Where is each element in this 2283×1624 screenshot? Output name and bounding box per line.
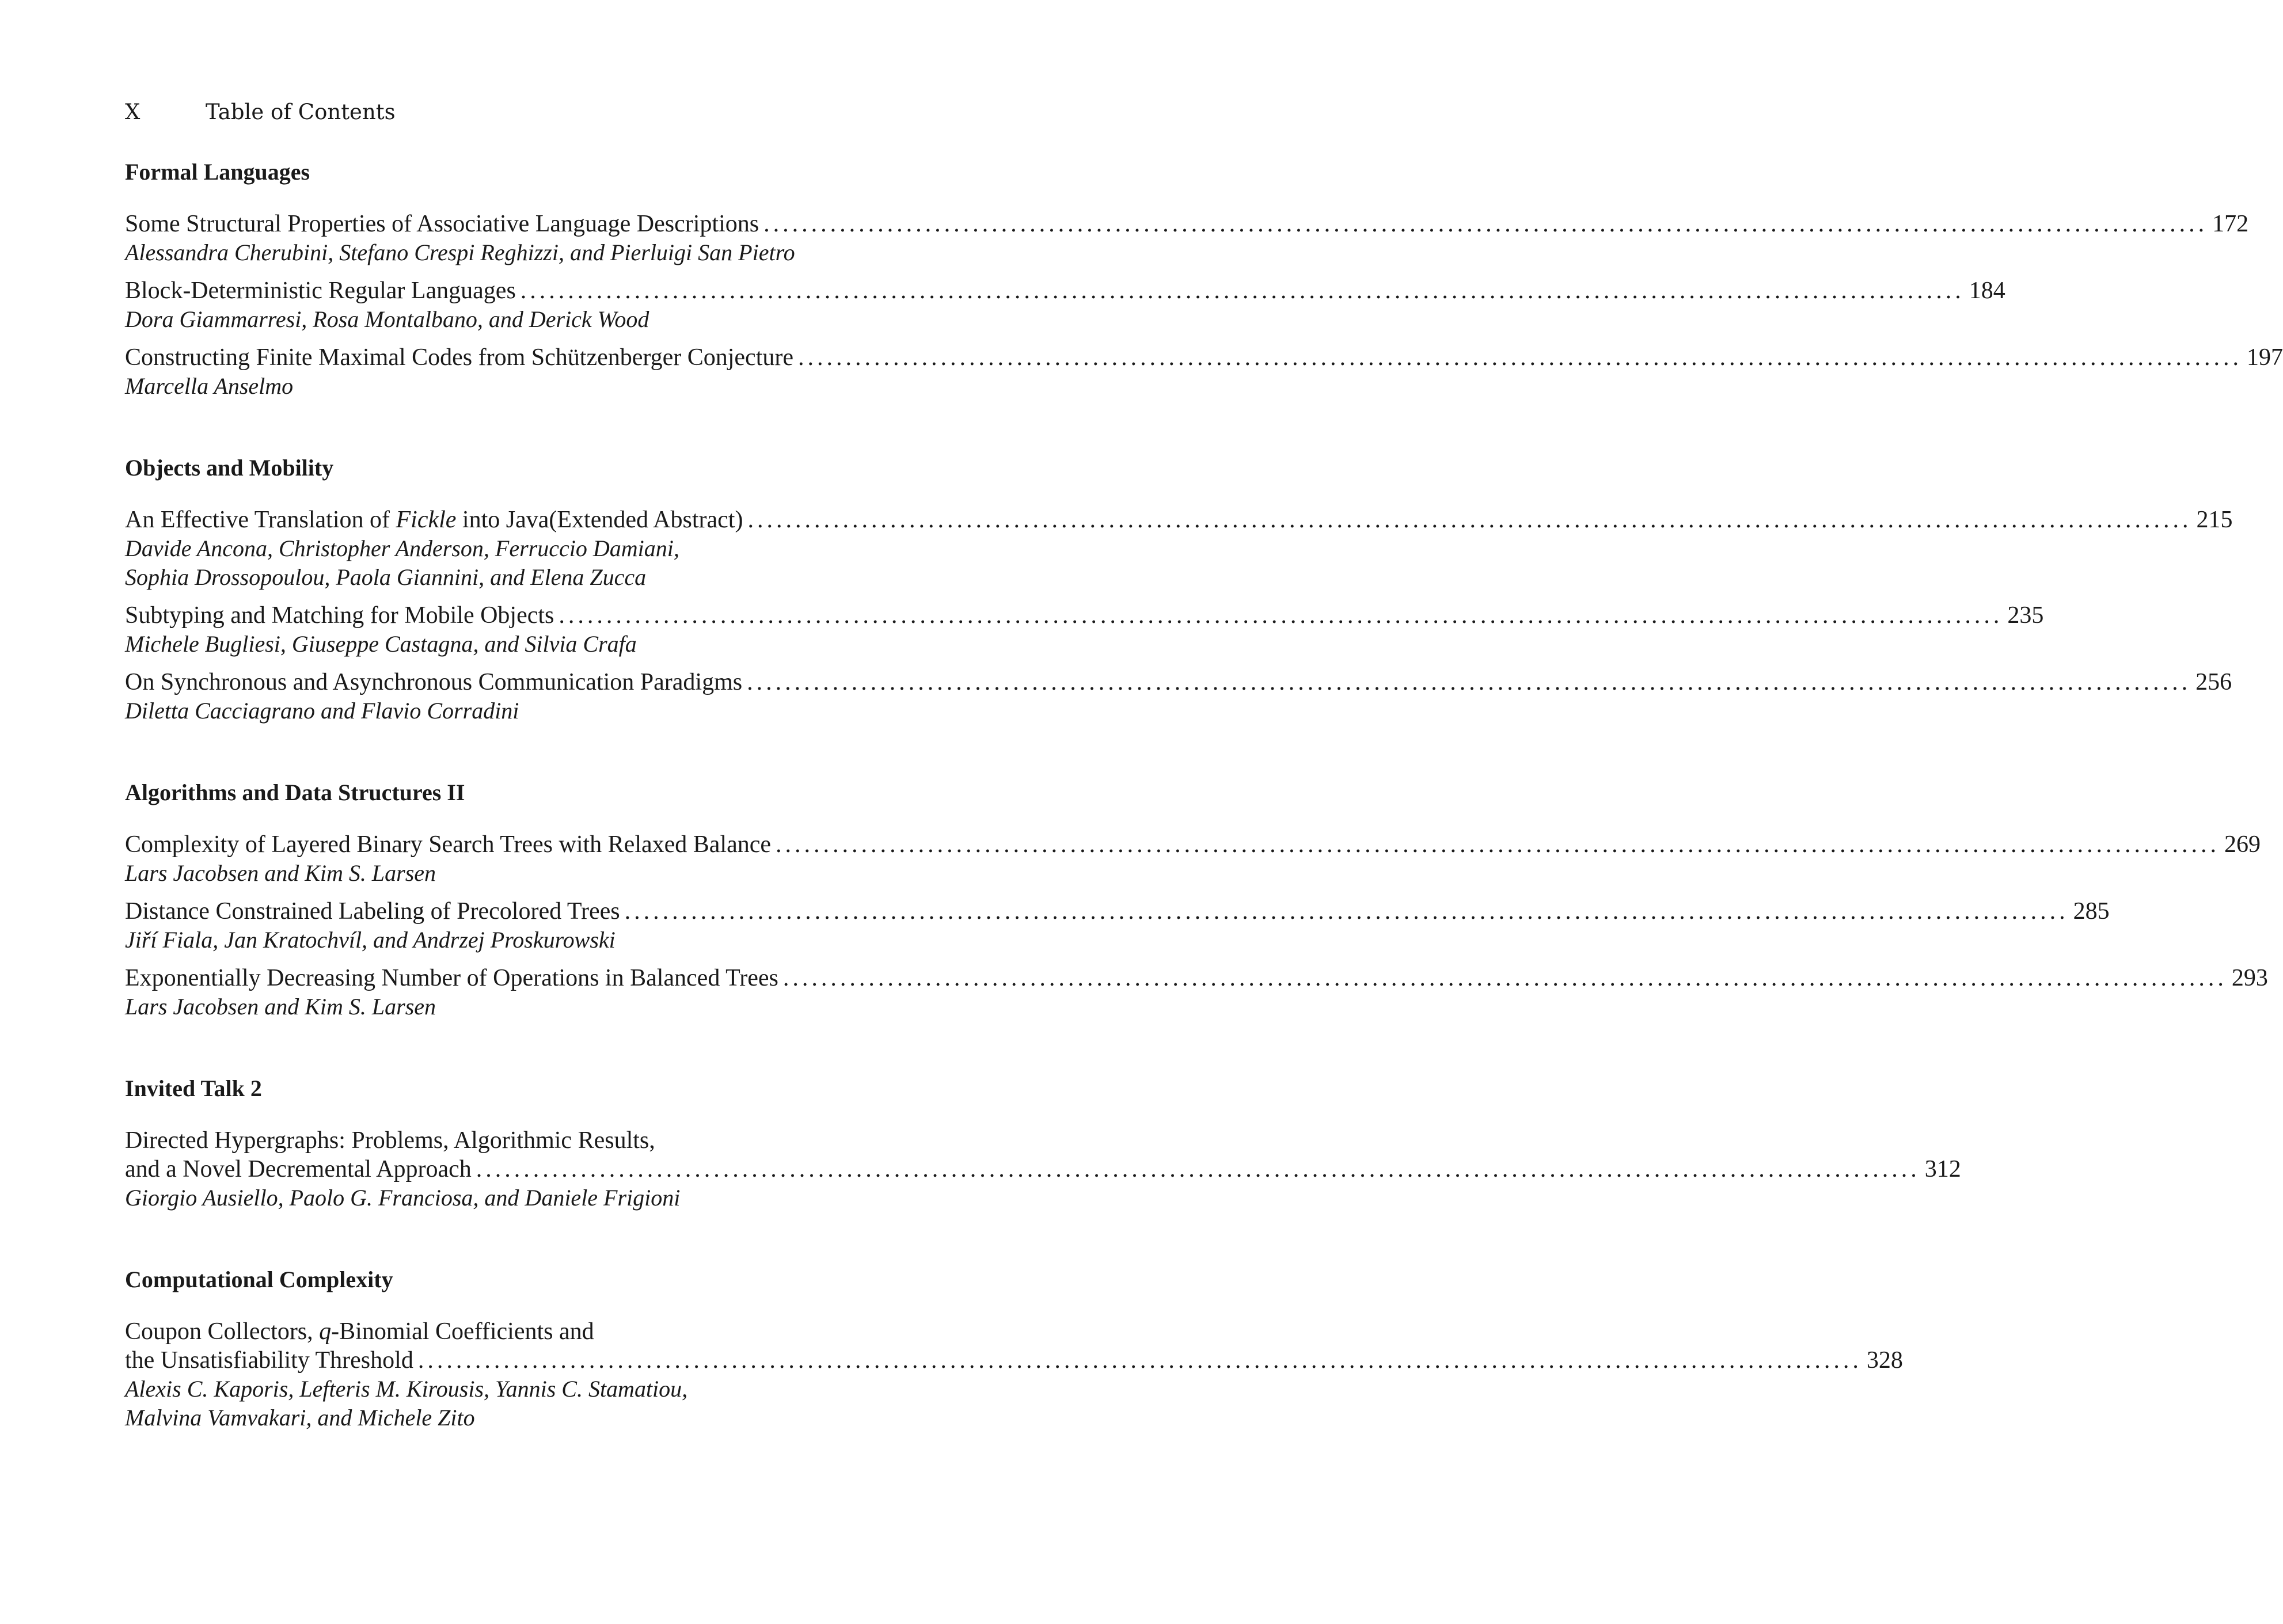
entry-page: 215 <box>2196 507 2233 533</box>
entry-authors: Diletta Cacciagrano and Flavio Corradini <box>125 698 519 724</box>
entry-title: Subtyping and Matching for Mobile Objects <box>125 602 554 629</box>
entry-authors: Alexis C. Kaporis, Lefteris M. Kirousis, Yannis C. Stamatiou, <box>125 1376 688 1402</box>
toc-entry[interactable] <box>125 505 2233 592</box>
entry-title: Some Structural Properties of Associative Language Descriptions <box>125 211 759 237</box>
entry-title: and a Novel Decremental Approach <box>125 1156 472 1182</box>
entry-page: 312 <box>1924 1156 1961 1182</box>
entry-authors: Davide Ancona, Christopher Anderson, Ferruccio Damiani, <box>125 535 679 561</box>
entry-authors: Lars Jacobsen and Kim S. Larsen <box>125 994 436 1020</box>
entry-title: On Synchronous and Asynchronous Communication Paradigms <box>125 669 743 695</box>
entry-title: the Unsatisfiability Threshold <box>125 1347 413 1374</box>
entry-title-first-line: Directed Hypergraphs: Problems, Algorithmic Results, <box>125 1127 655 1154</box>
entry-title-line <box>125 505 2233 534</box>
entry-title: Distance Constrained Labeling of Precolored Trees <box>125 898 620 925</box>
entry-title-line <box>125 343 2283 372</box>
entry-authors: Alessandra Cherubini, Stefano Crespi Reghizzi, and Pierluigi San Pietro <box>125 239 795 265</box>
emphasized-symbol: q <box>319 1318 332 1345</box>
dot-leader: ........................................................................................................................................................ <box>782 965 2227 991</box>
entry-page: 269 <box>2224 831 2261 858</box>
entry-title-line <box>125 668 2232 697</box>
section-title: Objects and Mobility <box>125 455 334 481</box>
toc-entry[interactable] <box>125 1317 1903 1432</box>
entry-authors: Michele Bugliesi, Giuseppe Castagna, and Silvia Crafa <box>125 631 637 657</box>
entry-title: Exponentially Decreasing Number of Operations in Balanced Trees <box>125 965 778 991</box>
section-title: Formal Languages <box>125 159 310 185</box>
emphasized-word: Fickle <box>396 507 457 533</box>
dot-leader: ........................................................................................................................................................ <box>747 507 2192 533</box>
entry-title-line <box>125 210 2249 238</box>
toc-entry[interactable] <box>125 1126 1961 1212</box>
entry-authors: Giorgio Ausiello, Paolo G. Franciosa, and Daniele Frigioni <box>125 1185 681 1211</box>
dot-leader: ........................................................................................................................................................ <box>798 344 2242 371</box>
entry-title-line <box>125 830 2261 859</box>
entry-page: 293 <box>2231 965 2268 991</box>
entry-authors: Marcella Anselmo <box>125 373 294 399</box>
dot-leader: ........................................................................................................................................................ <box>624 898 2069 925</box>
toc-entry[interactable] <box>125 276 2005 334</box>
toc-entry[interactable] <box>125 830 2261 888</box>
entry-title-line <box>125 964 2268 992</box>
entry-authors: Dora Giammarresi, Rosa Montalbano, and Derick Wood <box>125 306 649 332</box>
toc-section-computational-complexity <box>125 1263 1903 1432</box>
dot-leader: ........................................................................................................................................................ <box>476 1156 1920 1182</box>
entry-page: 328 <box>1866 1347 1903 1374</box>
toc-entry[interactable] <box>125 601 2044 659</box>
dot-leader: ........................................................................................................................................................ <box>417 1347 1862 1374</box>
toc-entry[interactable] <box>125 964 2268 1021</box>
section-title: Computational Complexity <box>125 1267 393 1292</box>
entry-page: 285 <box>2073 898 2110 925</box>
entry-title-line <box>125 1155 1961 1184</box>
toc-entry[interactable] <box>125 897 2110 954</box>
entry-title-line <box>125 897 2110 926</box>
entry-authors: Jiří Fiala, Jan Kratochvíl, and Andrzej Proskurowski <box>125 927 616 953</box>
dot-leader: ........................................................................................................................................................ <box>559 602 2003 629</box>
toc-content <box>125 155 2283 1483</box>
section-title: Invited Talk 2 <box>125 1075 262 1101</box>
entry-authors: Lars Jacobsen and Kim S. Larsen <box>125 860 436 886</box>
entry-authors: Sophia Drossopoulou, Paola Giannini, and Elena Zucca <box>125 564 647 590</box>
entry-page: 184 <box>1969 277 2005 304</box>
dot-leader: ........................................................................................................................................................ <box>776 831 2220 858</box>
toc-entry[interactable] <box>125 343 2283 401</box>
running-title: Table of Contents <box>206 100 396 124</box>
dot-leader: ........................................................................................................................................................ <box>763 211 2208 237</box>
dot-leader: ........................................................................................................................................................ <box>747 669 2191 695</box>
entry-title-line <box>125 1346 1903 1375</box>
section-title: Algorithms and Data Structures II <box>125 779 465 805</box>
toc-entry[interactable] <box>125 668 2232 725</box>
page-number-roman: X <box>125 100 140 124</box>
entry-page: 172 <box>2212 211 2249 237</box>
entry-page: 235 <box>2007 602 2044 629</box>
entry-title-first-line: Coupon Collectors, q-Binomial Coefficients and <box>125 1318 594 1345</box>
entry-page: 256 <box>2195 669 2232 695</box>
toc-section-invited-talk-2 <box>125 1072 1961 1212</box>
entry-authors: Malvina Vamvakari, and Michele Zito <box>125 1405 475 1431</box>
running-header <box>125 98 396 127</box>
dot-leader: ........................................................................................................................................................ <box>520 277 1965 304</box>
toc-section-formal-languages <box>125 155 2283 401</box>
entry-title: Block-Deterministic Regular Languages <box>125 277 516 304</box>
entry-title: Constructing Finite Maximal Codes from Schützenberger Conjecture <box>125 344 793 371</box>
toc-entry[interactable] <box>125 210 2249 267</box>
toc-section-objects-and-mobility <box>125 451 2233 725</box>
entry-page: 197 <box>2247 344 2283 371</box>
entry-title-line <box>125 601 2044 630</box>
toc-section-algorithms-and-data-structures-ii <box>125 776 2268 1021</box>
entry-title: An Effective Translation of Fickle into Java(Extended Abstract) <box>125 507 743 533</box>
entry-title: Complexity of Layered Binary Search Trees with Relaxed Balance <box>125 831 772 858</box>
entry-title-line <box>125 276 2005 305</box>
